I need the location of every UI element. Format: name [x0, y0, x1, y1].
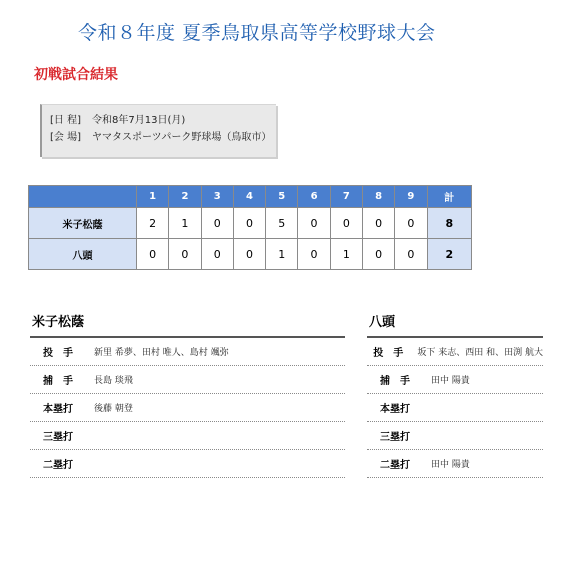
inning-score: 0 [298, 208, 330, 239]
stats-value: 長島 琰飛 [94, 376, 133, 386]
inning-score: 1 [169, 208, 201, 239]
stats-team-name: 八頭 [367, 314, 543, 338]
scoreboard-table [28, 185, 472, 270]
stats-team-name: 米子松蔭 [30, 314, 345, 338]
inning-score: 0 [362, 239, 394, 270]
team-name: 八頭 [29, 239, 137, 270]
list-item [30, 338, 345, 366]
inning-score: 2 [137, 208, 169, 239]
inning-score: 0 [298, 239, 330, 270]
total-score: 8 [427, 208, 471, 239]
stats-label: 二塁打 [43, 460, 73, 471]
venue-row [50, 129, 276, 146]
inning-score: 5 [266, 208, 298, 239]
inning-header-1: 1 [137, 186, 169, 208]
stats-value: 田中 陽貴 [431, 460, 470, 470]
stats-value: 田中 陽貴 [431, 376, 470, 386]
list-item [30, 450, 345, 478]
inning-score: 0 [395, 239, 427, 270]
list-item [30, 422, 345, 450]
table-row [29, 208, 472, 239]
scoreboard-header-row [29, 186, 472, 208]
away-team-stats [367, 314, 543, 478]
list-item [367, 422, 543, 450]
team-name: 米子松蔭 [29, 208, 137, 239]
inning-score: 0 [201, 239, 233, 270]
inning-score: 1 [266, 239, 298, 270]
total-score: 2 [427, 239, 471, 270]
inning-score: 1 [330, 239, 362, 270]
inning-score: 0 [233, 208, 265, 239]
stats-value: 後藤 朝登 [94, 404, 133, 414]
date-row [50, 112, 276, 129]
home-team-stats [30, 314, 345, 478]
inning-header-2: 2 [169, 186, 201, 208]
section-title: 初戦試合結果 [34, 67, 118, 83]
stats-label: 本塁打 [380, 404, 410, 415]
list-item [367, 450, 543, 478]
match-info-box [40, 104, 276, 157]
date-value: 令和8年7月13日(月) [92, 115, 186, 126]
team-column-header [29, 186, 137, 208]
inning-score: 0 [233, 239, 265, 270]
stats-label: 投 手 [43, 348, 73, 359]
inning-score: 0 [395, 208, 427, 239]
inning-header-9: 9 [395, 186, 427, 208]
list-item [30, 394, 345, 422]
table-row [29, 239, 472, 270]
inning-header-5: 5 [266, 186, 298, 208]
venue-value: ヤマタスポーツパーク野球場（鳥取市） [92, 132, 272, 143]
stats-label: 捕 手 [380, 376, 410, 387]
inning-score: 0 [137, 239, 169, 270]
inning-header-7: 7 [330, 186, 362, 208]
stats-label: 三塁打 [43, 432, 73, 443]
inning-header-8: 8 [362, 186, 394, 208]
inning-header-4: 4 [233, 186, 265, 208]
total-header: 計 [427, 186, 471, 208]
inning-score: 0 [201, 208, 233, 239]
page-title: 令和８年度 夏季鳥取県高等学校野球大会 [78, 22, 436, 44]
list-item [367, 394, 543, 422]
date-label: [日 程] [50, 115, 81, 126]
stats-label: 三塁打 [380, 432, 410, 443]
inning-score: 0 [330, 208, 362, 239]
stats-label: 本塁打 [43, 404, 73, 415]
venue-label: [会 場] [50, 132, 81, 143]
stats-label: 二塁打 [380, 460, 410, 471]
stats-label: 投 手 [373, 348, 404, 359]
inning-score: 0 [169, 239, 201, 270]
list-item [30, 366, 345, 394]
inning-header-6: 6 [298, 186, 330, 208]
stats-value: 新里 希夢、田村 唯人、島村 颯弥 [94, 348, 229, 358]
list-item [367, 366, 543, 394]
stats-value: 坂下 来志、西田 和、田渕 航大 [417, 348, 543, 358]
inning-score: 0 [362, 208, 394, 239]
inning-header-3: 3 [201, 186, 233, 208]
list-item [367, 338, 543, 366]
stats-label: 捕 手 [43, 376, 73, 387]
